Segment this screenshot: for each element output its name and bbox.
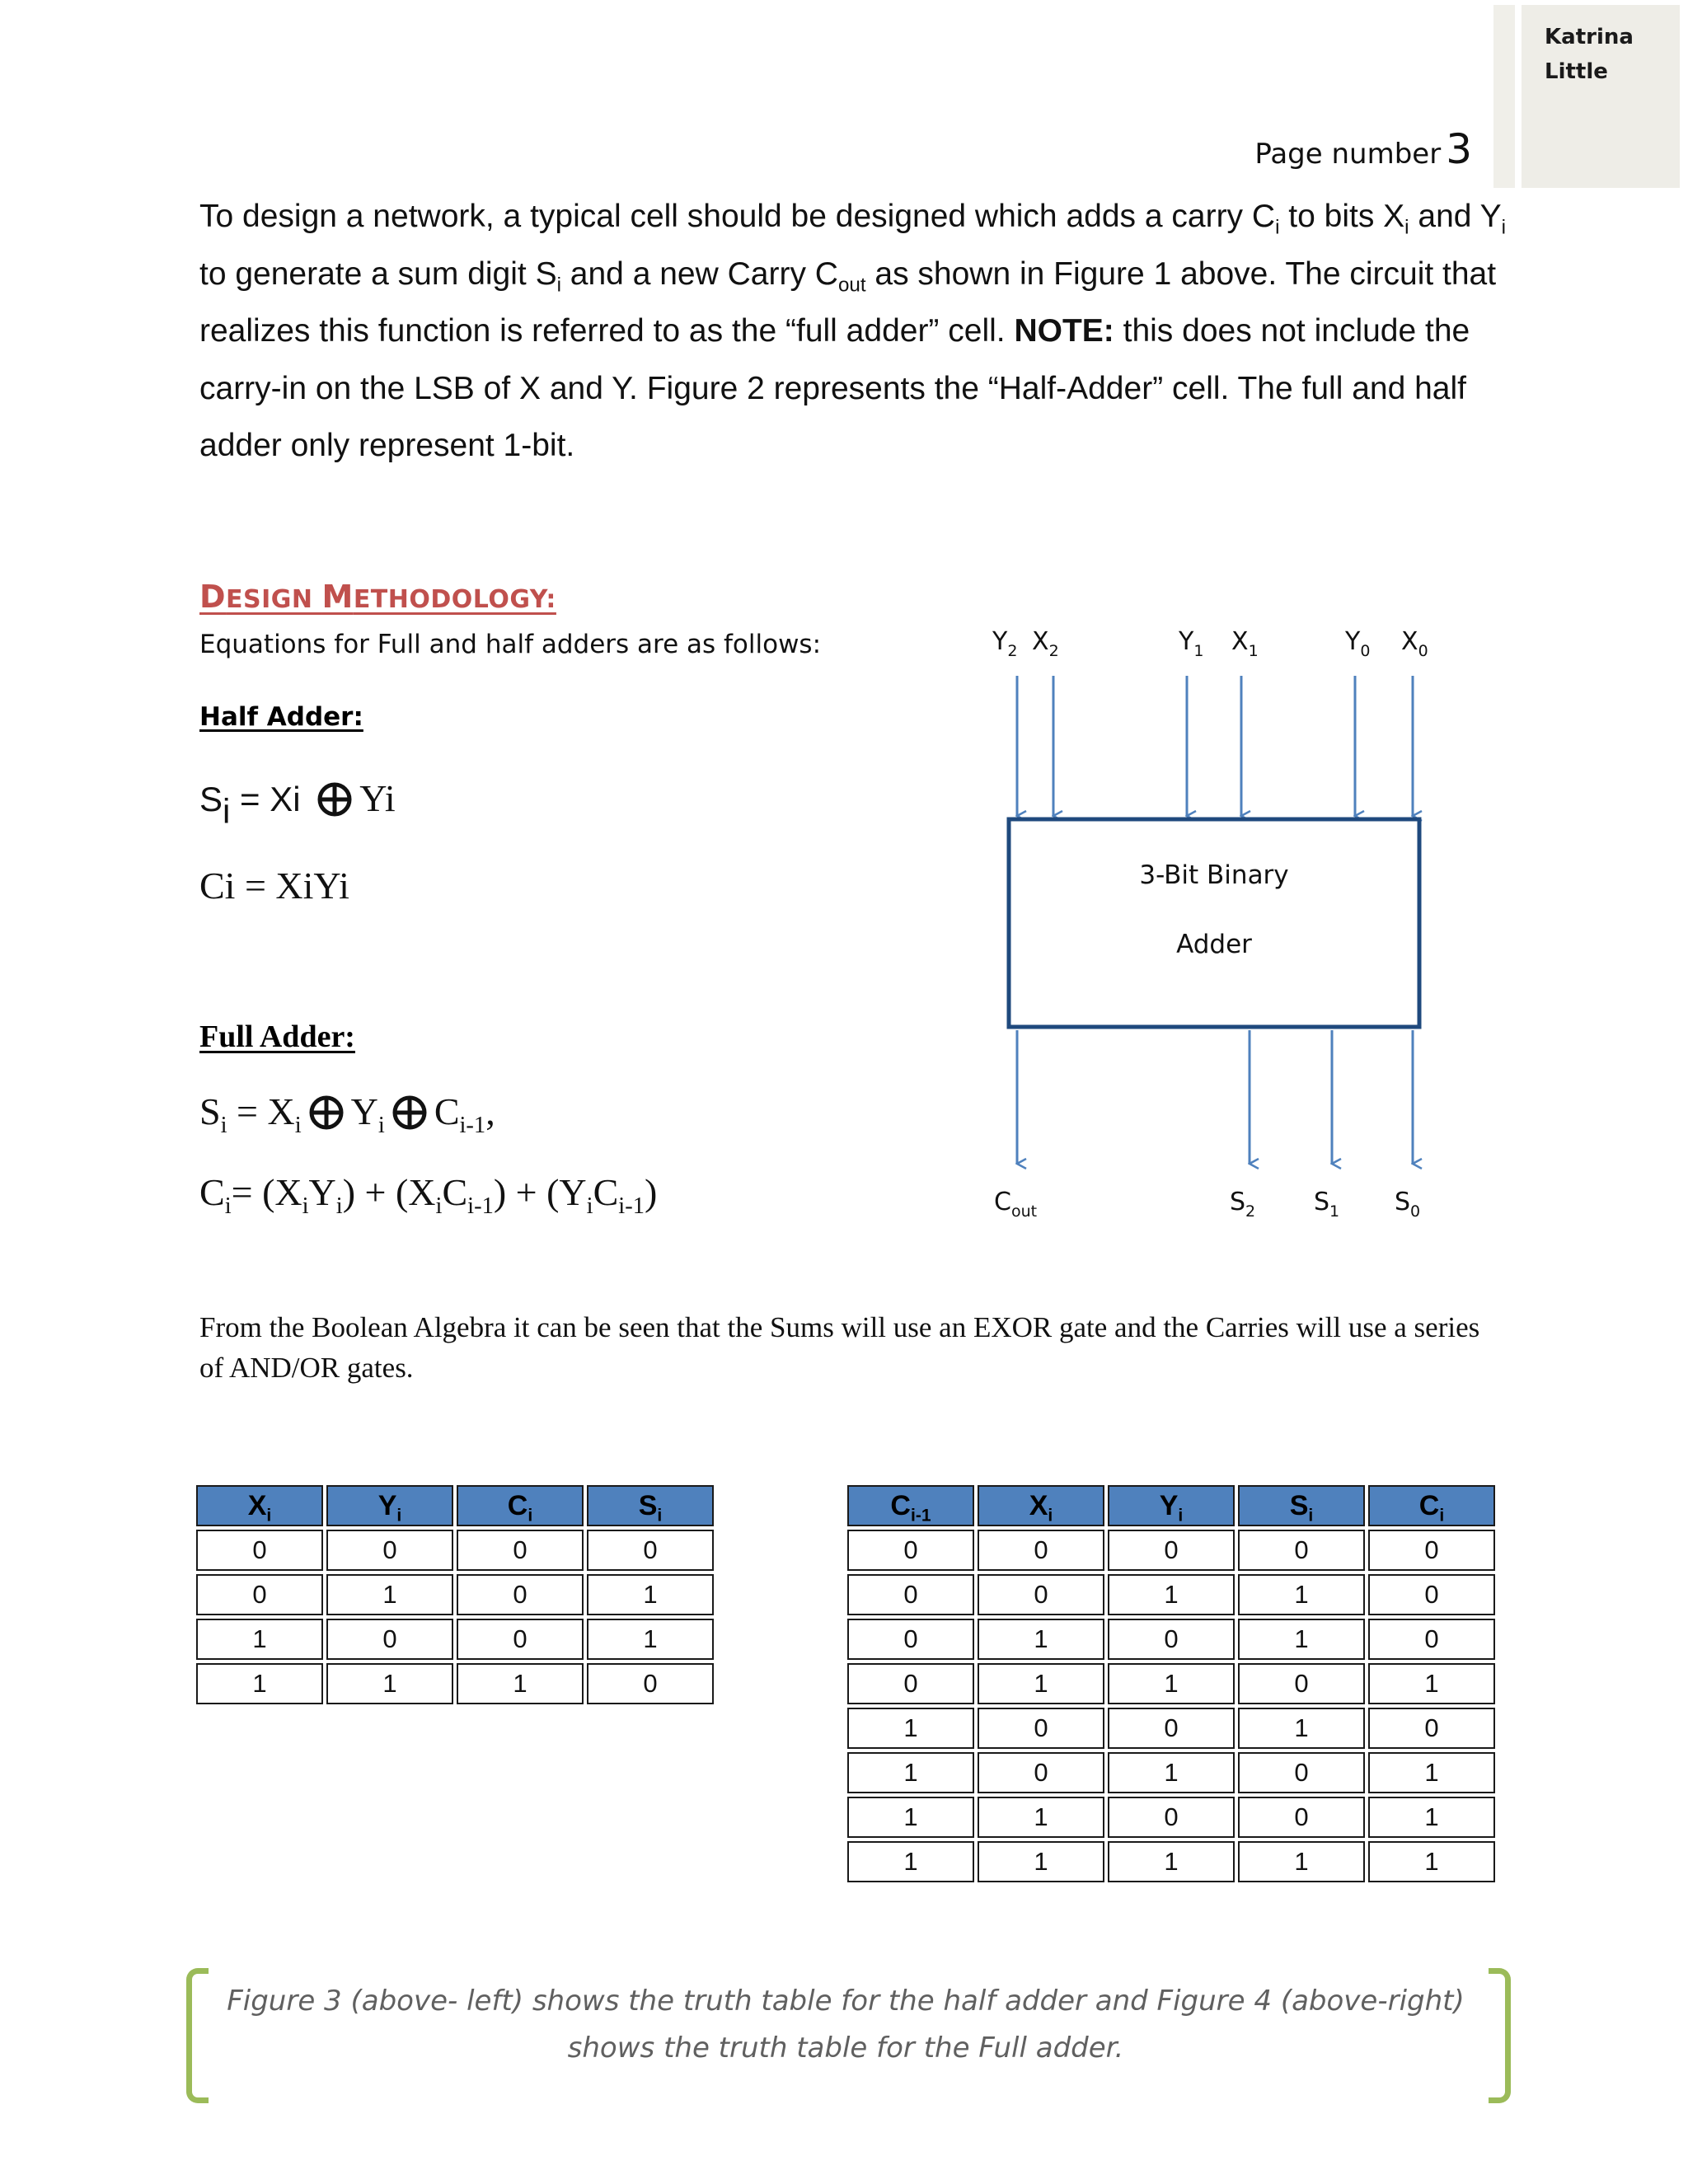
table-cell: 0 (587, 1530, 714, 1571)
column-header: $C_{i-1}$ (847, 1485, 974, 1526)
table-cell: 0 (847, 1574, 974, 1615)
table-cell: 1 (326, 1574, 453, 1615)
table-cell: 1 (587, 1619, 714, 1660)
table-cell: 1 (847, 1841, 974, 1882)
table-cell: 0 (326, 1619, 453, 1660)
table-cell: 1 (978, 1797, 1104, 1838)
table-row (196, 1663, 714, 1704)
adder-box-label: 3-Bit Binary (1139, 860, 1289, 890)
input-label-x2: $X_2$ (1032, 627, 1059, 660)
table-cell: 1 (1368, 1841, 1495, 1882)
output-label-s1: $S_1$ (1314, 1188, 1340, 1221)
table-cell: 0 (1368, 1619, 1495, 1660)
full-adder-heading: Full Adder: (199, 1019, 355, 1054)
table-cell: 1 (1368, 1797, 1495, 1838)
intro-paragraph: To design a network, a typical cell should be designed which adds a carry $C_i$ to bits $X_i$ and $Y_i$ to generate a sum digit $S_i$ and a new Carry $C_{out}$ as shown in Figure 1 above. The circuit that realizes this function is referred to as the “full adder” cell. NOTE: this does not include the carry-in on the LSB of X and Y. Figure 2 represents the “Half-Adder” cell. The full and half adder only represent 1-bit. (199, 199, 1506, 463)
adder-block-diagram (973, 610, 1484, 1236)
author-first-name: Katrina (1545, 25, 1634, 49)
table-cell: 0 (457, 1530, 584, 1571)
table-cell: 1 (1368, 1663, 1495, 1704)
input-label-x1: $X_1$ (1231, 627, 1259, 660)
page-number-label: Page number (1254, 138, 1442, 171)
table-cell: 0 (1108, 1708, 1235, 1749)
page-number (1254, 125, 1472, 173)
column-header: $S_i$ (1238, 1485, 1365, 1526)
header-accent-strip (1493, 5, 1515, 188)
table-cell: 1 (1368, 1752, 1495, 1793)
adder-box (1009, 819, 1419, 1027)
table-cell: 1 (1108, 1663, 1235, 1704)
table-cell: 0 (587, 1663, 714, 1704)
table-cell: 0 (326, 1530, 453, 1571)
column-header: $Y_i$ (1108, 1485, 1235, 1526)
table-cell: 0 (1238, 1530, 1365, 1571)
full-adder-sum-equation: $S_i = X_i$ $Y_i$ $C_{i-1}$, (199, 1090, 495, 1138)
half-adder-truth-table (193, 1482, 717, 1708)
output-label-s0: $S_0$ (1395, 1188, 1421, 1221)
table-cell: 1 (847, 1797, 974, 1838)
table-cell: 0 (196, 1574, 323, 1615)
table-cell: 1 (1108, 1574, 1235, 1615)
table-cell: 0 (1368, 1574, 1495, 1615)
table-cell: 0 (1108, 1530, 1235, 1571)
note-label: NOTE: (1014, 313, 1114, 349)
table-cell: 1 (326, 1663, 453, 1704)
column-header: $C_i$ (1368, 1485, 1495, 1526)
output-label-s2: $S_2$ (1230, 1188, 1256, 1221)
table-cell: 0 (457, 1619, 584, 1660)
xor-icon (392, 1094, 428, 1131)
column-header: $X_i$ (196, 1485, 323, 1526)
table-cell: 0 (1108, 1797, 1235, 1838)
table-cell: 0 (847, 1663, 974, 1704)
table-cell: 0 (978, 1752, 1104, 1793)
table-row (847, 1708, 1495, 1749)
output-label-cout: $C_{out}$ (994, 1188, 1038, 1221)
table-cell: 0 (1368, 1530, 1495, 1571)
boolean-algebra-note: From the Boolean Algebra it can be seen that the Sums will use an EXOR gate and the Carries will use a series of AND/OR gates. (199, 1311, 1480, 1384)
table-cell: 1 (847, 1708, 974, 1749)
table-row (847, 1841, 1495, 1882)
table-cell: 0 (1238, 1663, 1365, 1704)
figure-caption: Figure 3 (above- left) shows the truth table for the half adder and Figure 4 (above-right) shows the truth table for the Full adder. (227, 1985, 1465, 2064)
column-header: $C_i$ (457, 1485, 584, 1526)
table-cell: 0 (1108, 1619, 1235, 1660)
table-row (847, 1797, 1495, 1838)
equations-intro: Equations for Full and half adders are as follows: (199, 630, 822, 659)
table-row (847, 1752, 1495, 1793)
table-cell: 1 (457, 1663, 584, 1704)
table-cell: 0 (1368, 1708, 1495, 1749)
table-cell: 1 (587, 1574, 714, 1615)
table-row (196, 1530, 714, 1571)
table-cell: 0 (196, 1530, 323, 1571)
table-cell: 1 (1108, 1841, 1235, 1882)
table-cell: 1 (196, 1663, 323, 1704)
table-cell: 0 (978, 1708, 1104, 1749)
table-cell: 1 (1108, 1752, 1235, 1793)
table-row (196, 1574, 714, 1615)
table-cell: 0 (978, 1530, 1104, 1571)
half-adder-carry-equation: Ci = XiYi (199, 865, 349, 907)
table-cell: 0 (1238, 1797, 1365, 1838)
table-cell: 0 (457, 1574, 584, 1615)
table-cell: 1 (978, 1663, 1104, 1704)
table-cell: 1 (1238, 1841, 1365, 1882)
table-row (196, 1619, 714, 1660)
table-cell: 1 (1238, 1574, 1365, 1615)
table-cell: 0 (978, 1574, 1104, 1615)
caption-bracket-right (1489, 1968, 1511, 2103)
half-adder-sum-equation: $S_i = Xi$ Yi (199, 777, 396, 831)
table-row (847, 1663, 1495, 1704)
table-cell: 0 (847, 1619, 974, 1660)
table-cell: 1 (196, 1619, 323, 1660)
table-header-row (847, 1485, 1495, 1526)
table-row (847, 1574, 1495, 1615)
full-adder-carry-equation: $C_i= (X_iY_i) + (X_iC_{i-1}) + (Y_iC_{i-1})$ (199, 1171, 658, 1219)
table-cell: 0 (1238, 1752, 1365, 1793)
xor-icon (308, 1094, 345, 1131)
input-label-y0: $Y_0$ (1345, 627, 1371, 660)
column-header: $Y_i$ (326, 1485, 453, 1526)
table-cell: 0 (847, 1530, 974, 1571)
column-header: $X_i$ (978, 1485, 1104, 1526)
full-adder-truth-table (844, 1482, 1498, 1886)
table-cell: 1 (978, 1841, 1104, 1882)
table-cell: 1 (1238, 1619, 1365, 1660)
author-name (1545, 20, 1668, 89)
table-cell: 1 (978, 1619, 1104, 1660)
design-methodology-heading: DESIGN METHODOLOGY: (199, 579, 556, 615)
table-cell: 1 (1238, 1708, 1365, 1749)
input-label-x0: $X_0$ (1401, 627, 1428, 660)
input-label-y1: $Y_1$ (1179, 627, 1204, 660)
input-label-y2: $Y_2$ (992, 627, 1018, 660)
page-number-value: 3 (1446, 125, 1472, 173)
table-cell: 1 (847, 1752, 974, 1793)
table-row (847, 1530, 1495, 1571)
xor-icon (316, 781, 353, 818)
table-row (847, 1619, 1495, 1660)
column-header: $S_i$ (587, 1485, 714, 1526)
table-header-row (196, 1485, 714, 1526)
adder-box-label: Adder (1176, 930, 1252, 959)
half-adder-heading: Half Adder: (199, 702, 363, 732)
author-last-name: Little (1545, 59, 1608, 84)
